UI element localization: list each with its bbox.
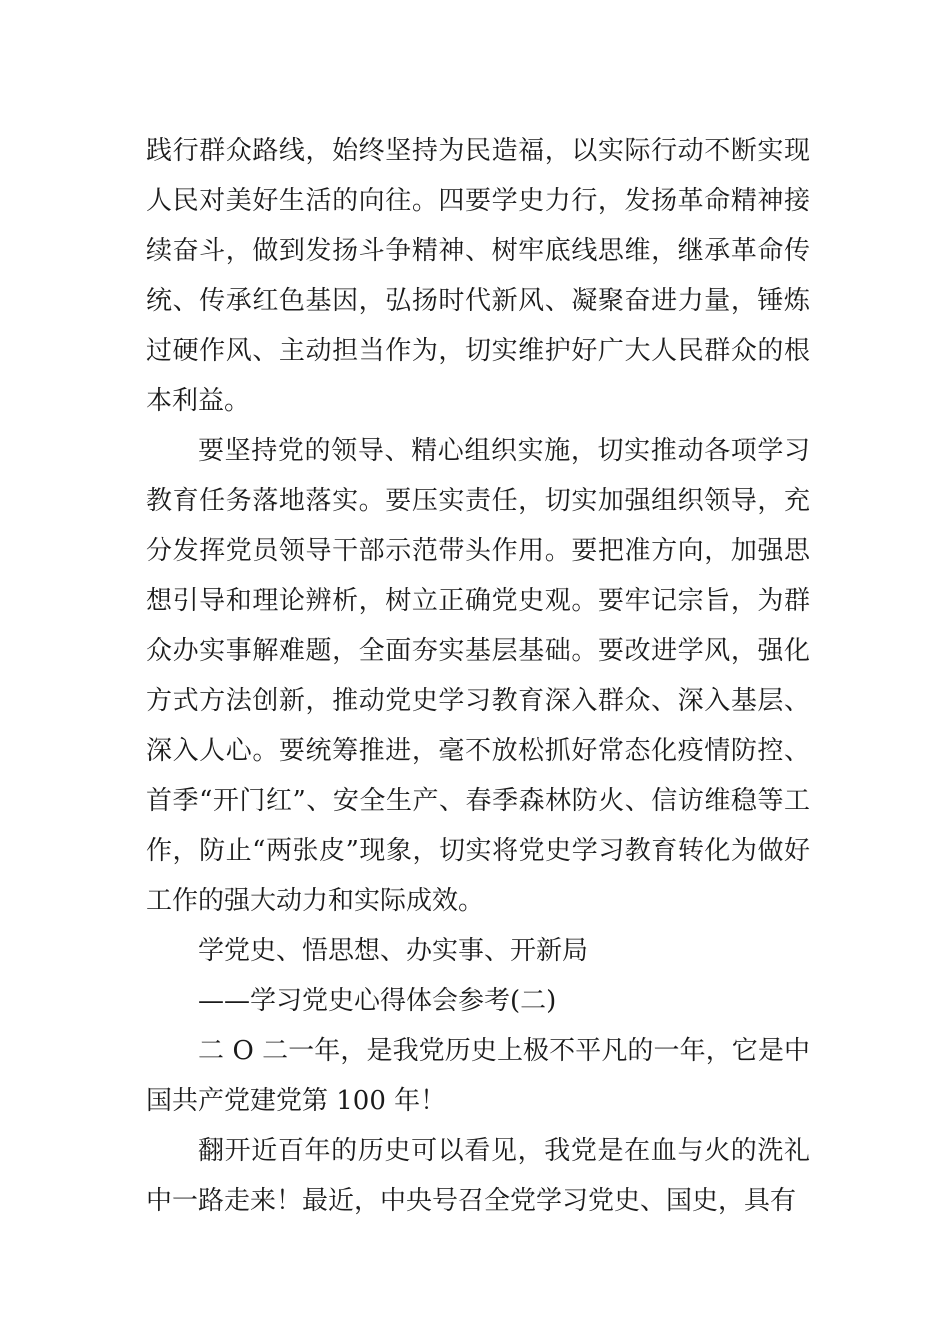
article-title: 学党史、悟思想、办实事、开新局: [198, 936, 589, 966]
paragraph-history: 翻开近百年的历史可以看见，我党是在血与火的洗礼中一路走来！最近，中央号召全党学习党史、国史，具有: [146, 1136, 810, 1216]
article-subtitle: ——学习党史心得体会参考(二): [198, 986, 557, 1016]
paragraph-intro: 二 O 二一年，是我党历史上极不平凡的一年，它是中国共产党建党第 100 年！: [146, 1036, 810, 1116]
document-body: [146, 126, 810, 1226]
paragraph-continuation: 践行群众路线，始终坚持为民造福，以实际行动不断实现人民对美好生活的向往。四要学史力行，发扬革命精神接续奋斗，做到发扬斗争精神、树牢底线思维，继承革命传统、传承红色基因，弘扬时代新风、凝聚奋进力量，锤炼过硬作风、主动担当作为，切实维护好广大人民群众的根本利益。: [146, 136, 810, 416]
paragraph-leadership: 要坚持党的领导、精心组织实施，切实推动各项学习教育任务落地落实。要压实责任，切实加强组织领导，充分发挥党员领导干部示范带头作用。要把准方向，加强思想引导和理论辨析，树立正确党史观。要牢记宗旨，为群众办实事解难题，全面夯实基层基础。要改进学风，强化方式方法创新，推动党史学习教育深入群众、深入基层、深入人心。要统筹推进，毫不放松抓好常态化疫情防控、首季“开门红”、安全生产、春季森林防火、信访维稳等工作，防止“两张皮”现象，切实将党史学习教育转化为做好工作的强大动力和实际成效。: [146, 436, 810, 916]
